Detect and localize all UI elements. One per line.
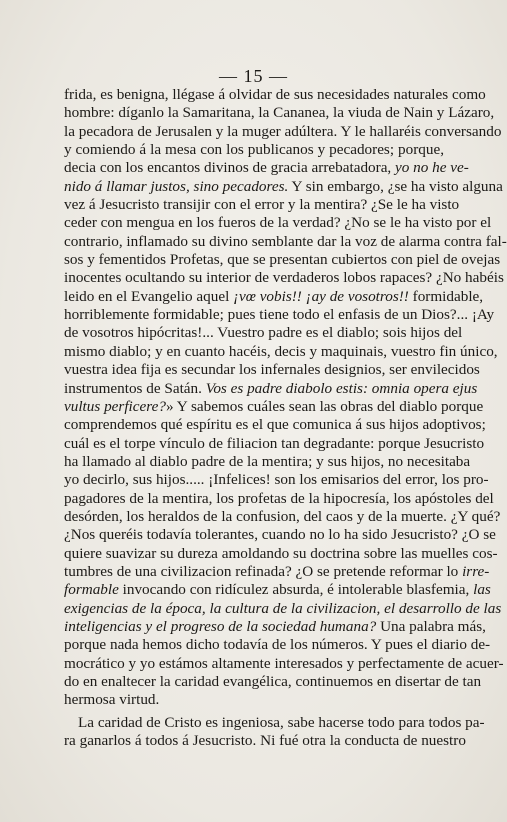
text-run: Y sin embargo, ¿se ha visto alguna bbox=[288, 177, 503, 195]
text-run: de vosotros hipócritas!... Vuestro padre es el diablo; sois hijos del bbox=[64, 324, 463, 342]
text-run: la pecadora de Jerusalen y la muger adúltera. Y le hallaréis conversando bbox=[64, 122, 502, 140]
text-line bbox=[64, 397, 484, 416]
text-line bbox=[64, 122, 502, 141]
text-run: y comiendo á la mesa con los publicanos y pecadores; porque, bbox=[64, 141, 444, 159]
text-run: mocrático y yo estámos altamente interesados y perfectamente de acuer- bbox=[64, 654, 504, 672]
text-run: hermosa virtud. bbox=[64, 691, 160, 709]
text-run: La caridad de Cristo es ingeniosa, sabe hacerse todo para todos pa- bbox=[78, 713, 485, 731]
text-line bbox=[64, 526, 496, 544]
text-line bbox=[64, 306, 495, 324]
text-line bbox=[64, 86, 486, 104]
text-run: hombre: díganlo la Samaritana, la Cananea, la viuda de Nain y Lázaro, bbox=[64, 104, 495, 122]
text-run: cuál es el torpe vínculo de filiacion tan degradante: porque Jesucristo bbox=[64, 434, 485, 452]
text-run: desórden, los heraldos de la confusion, del caos y de la muerte. ¿Y qué? bbox=[64, 507, 501, 525]
text-line bbox=[64, 654, 504, 673]
text-run: vez á Jesucristo transijir con el error y la mentira? ¿Se le ha visto bbox=[64, 196, 460, 214]
text-line bbox=[64, 452, 471, 471]
text-run: ceder con mengua en los fueros de la verdad? ¿No se le ha visto por el bbox=[64, 214, 492, 232]
text-line bbox=[64, 416, 486, 434]
page-number: — 15 — bbox=[219, 66, 288, 86]
body-text bbox=[64, 86, 507, 750]
text-run: sos y fementidos Profetas, que se presentan cubiertos con piel de ovejas bbox=[64, 251, 501, 269]
italic-run: exigencias de la época, la cultura de la civilizacion, el desarrollo de las bbox=[64, 599, 502, 617]
text-line bbox=[64, 732, 466, 750]
text-line bbox=[64, 342, 498, 361]
text-run: instrumentos de Satán. bbox=[64, 379, 206, 397]
text-line bbox=[64, 104, 495, 122]
text-line bbox=[64, 636, 491, 654]
paragraph-1 bbox=[64, 86, 507, 710]
text-run: mismo diablo; y en cuanto hacéis, decis y maquinais, vuestro fin único, bbox=[64, 342, 498, 360]
italic-run: ¡vœ vobis!! ¡ay de vosotros!! bbox=[233, 287, 409, 305]
text-run: pagadores de la mentira, los profetas de la hipocresía, los apóstoles del bbox=[64, 489, 494, 507]
text-line bbox=[64, 196, 460, 214]
italic-run: Vos es padre diabolo estis: omnia opera ejus bbox=[205, 379, 478, 397]
text-run: ¿Nos queréis todavía tolerantes, cuando no lo ha sido Jesucristo? ¿O se bbox=[64, 526, 496, 544]
text-line bbox=[64, 379, 478, 398]
text-line bbox=[64, 324, 463, 342]
italic-run: vultus perficere? bbox=[64, 397, 166, 415]
text-line bbox=[64, 691, 444, 709]
text-run: porque nada hemos dicho todavía de los números. Y pues el diario de- bbox=[64, 636, 491, 654]
text-line bbox=[64, 489, 494, 508]
text-line bbox=[64, 434, 485, 453]
text-line bbox=[64, 214, 492, 232]
text-line bbox=[64, 159, 469, 177]
text-run: horriblemente formidable; pues tiene todo el enfasis de un Dios?... ¡Ay bbox=[64, 306, 495, 324]
text-line bbox=[64, 232, 507, 251]
text-run: yo decirlo, sus hijos..... ¡Infelices! son los emisarios del error, los pro- bbox=[64, 471, 489, 489]
text-run: decia con los encantos divinos de gracia arrebatadora, bbox=[64, 159, 396, 177]
italic-run: yo no he ve- bbox=[395, 159, 469, 177]
text-run: ha llamado al diablo padre de la mentira; y sus hijos, no necesitaba bbox=[64, 452, 471, 470]
italic-run: las bbox=[473, 581, 491, 599]
text-line bbox=[64, 177, 503, 196]
text-line bbox=[64, 713, 485, 732]
text-line bbox=[64, 617, 486, 636]
text-run: tumbres de una civilizacion refinada? ¿O se pretende reformar lo bbox=[64, 562, 463, 580]
text-run: comprendemos qué espíritu es el que comunica á sus hijos adoptivos; bbox=[64, 416, 486, 434]
text-run: formidable, bbox=[408, 287, 484, 305]
text-run: frida, es benigna, llégase á olvidar de sus necesidades naturales como bbox=[64, 86, 486, 103]
text-run: ra ganarlos á todos á Jesucristo. Ni fué otra la conducta de nuestro bbox=[64, 732, 466, 750]
italic-run: irre- bbox=[462, 562, 490, 580]
text-run: contrario, inflamado su divino semblante dar la voz de alarma contra fal- bbox=[64, 232, 507, 250]
text-run: vuestra idea fija es secundar los infernales designios, ser envilecidos bbox=[64, 361, 480, 379]
text-line bbox=[64, 562, 490, 581]
text-run: Una palabra más, bbox=[376, 617, 486, 635]
text-line bbox=[64, 141, 444, 159]
paragraph-2 bbox=[64, 713, 485, 751]
italic-run: nido á llamar justos, sino pecadores. bbox=[64, 177, 289, 195]
italic-run: inteligencias y el progreso de la sociedad humana? bbox=[64, 617, 377, 635]
text-run: » Y sabemos cuáles sean las obras del diablo porque bbox=[165, 397, 484, 415]
text-line bbox=[64, 599, 502, 618]
text-line bbox=[64, 287, 484, 306]
text-line bbox=[64, 544, 498, 563]
text-line bbox=[64, 471, 489, 489]
text-line bbox=[64, 581, 491, 599]
text-run: quiere suavizar su dureza amoldando su doctrina sobre las muelles cos- bbox=[64, 544, 498, 562]
text-line bbox=[64, 269, 504, 287]
text-run: do en enaltecer la caridad evangélica, continuemos en disertar de tan bbox=[64, 673, 482, 690]
text-run: leido en el Evangelio aquel bbox=[64, 287, 234, 305]
text-line bbox=[64, 673, 482, 691]
text-run: invocando con ridículez absurda, é intolerable blasfemia, bbox=[118, 581, 474, 599]
italic-run: formable bbox=[64, 581, 119, 599]
text-line bbox=[64, 251, 501, 269]
text-line bbox=[64, 361, 480, 379]
text-line bbox=[64, 507, 501, 526]
text-run: inocentes ocultando su interior de verdaderos lobos rapaces? ¿No habéis bbox=[64, 269, 504, 287]
